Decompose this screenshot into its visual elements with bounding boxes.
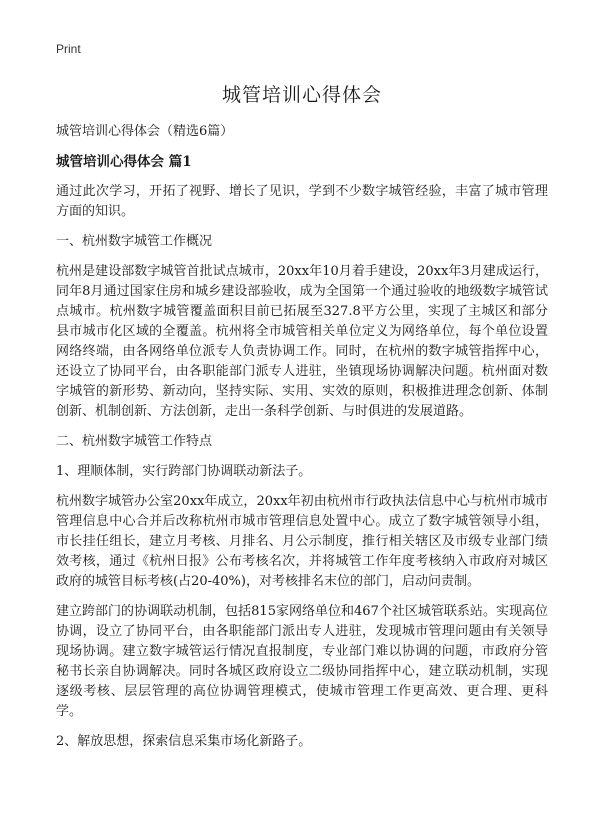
paragraph-overview: 杭州是建设部数字城管首批试点城市，20xx年10月着手建设，20xx年3月建成运行，同年8月通过国家住房和城乡建设部验收，成为全国第一个通过验收的地级数字城管试点城市。杭州数字城管覆盖面积目前已拓展至327.8平方公里，实现了主城区和部分县市城市化区域的全覆盖。杭州将全市城管相关单位定义为网络单位，每个单位设置网络终端，由各网络单位派专人负责协调工作。同时，在杭州的数字城管指挥中心，还设立了协同平台，由各职能部门派专人进驻，坐镇现场协调解决问题。杭州面对数字城管的新形势、新动向，坚持实际、实用、实效的原则，积极推进理念创新、体制创新、机制创新、方法创新，走出一条科学创新、与时俱进的发展道路。	[56, 264, 548, 419]
paragraph-coordination: 建立跨部门的协调联动机制，包括815家网络单位和467个社区城管联系站。实现高位协调，设立了协同平台，由各职能部门派出专人进驻，发现城市管理问题由有关领导现场协调。建立数字城管运行情况直报制度，专业部门难以协调的问题，市政府分管秘书长亲自协调解决。同时各城区政府设立二级协同指挥中心，建立联动机制，实现逐级考核、层层管理的高位协调管理模式，使城市管理工作更高效、更合理、更科学。	[56, 604, 548, 719]
document-body	[56, 182, 548, 762]
paragraph-intro: 通过此次学习，开拓了视野、增长了见识，学到不少数字城管经验，丰富了城市管理方面的知识。	[56, 184, 548, 219]
section-heading: 城管培训心得体会 篇1	[56, 154, 192, 170]
paragraph-system: 杭州数字城管办公室20xx年成立，20xx年初由杭州市行政执法信息中心与杭州市城市管理信息中心合并后改称杭州市城市管理信息处置中心。成立了数字城管领导小组，市长挂任组长，建立月考核、月排名、月公示制度，推行相关辖区及市级专业部门绩效考核，通过《杭州日报》公布考核名次，并将城管工作年度考核纳入市政府对城区政府的城管目标考核(占20-40%)，对考核排名末位的部门，启动问责制。	[56, 494, 548, 589]
document-title: 城管培训心得体会	[221, 84, 382, 106]
heading-overview: 一、杭州数字城管工作概况	[56, 234, 213, 249]
print-link[interactable]: Print	[56, 42, 81, 56]
subheading-system: 1、理顺体制，实行跨部门协调联动新法子。	[56, 464, 312, 479]
document-subtitle: 城管培训心得体会（精选6篇）	[56, 124, 234, 139]
heading-features: 二、杭州数字城管工作特点	[56, 434, 213, 449]
subheading-market: 2、解放思想，探索信息采集市场化新路子。	[56, 734, 312, 749]
